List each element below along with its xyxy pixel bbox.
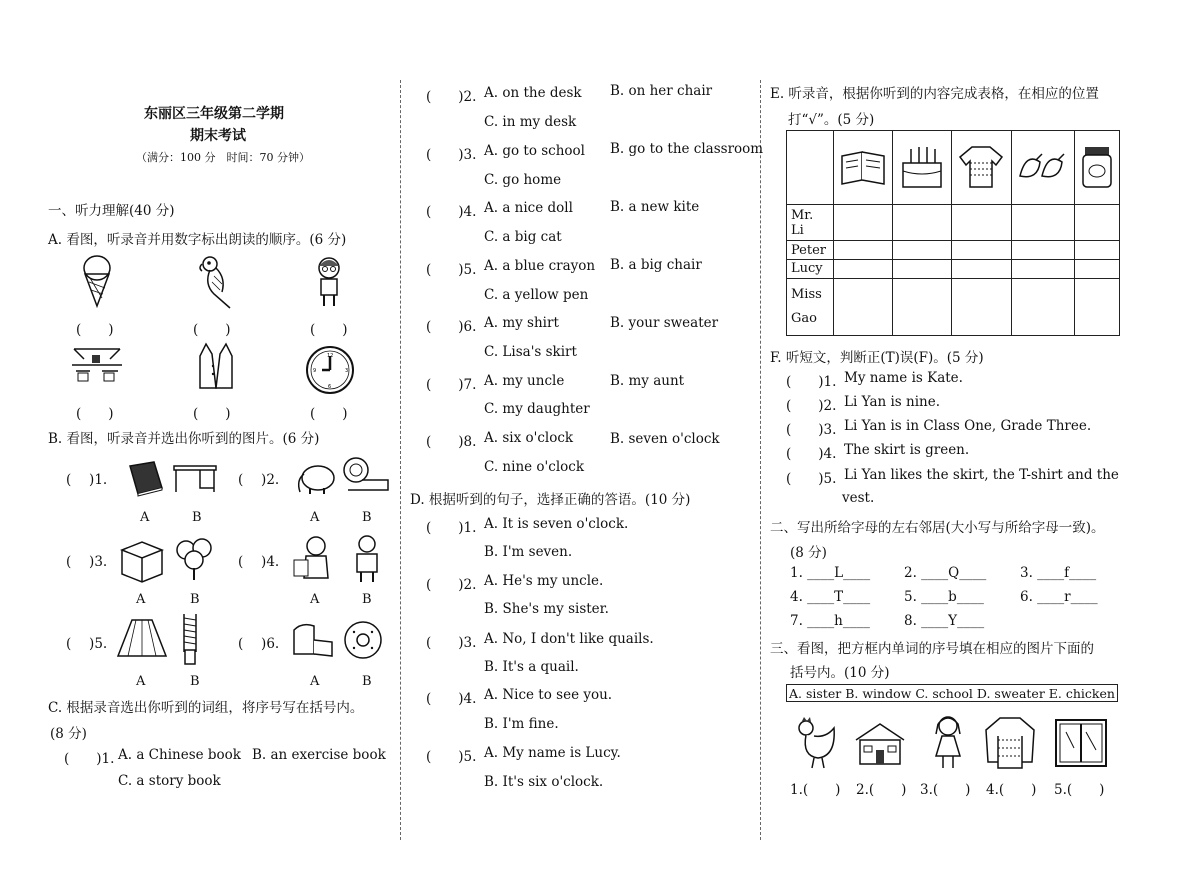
table-cell[interactable] [834, 259, 893, 278]
section-E-instruction-cont: 打“√”。(5 分) [788, 112, 875, 128]
ice-cream-icon [80, 254, 114, 308]
svg-text:6: 6 [328, 384, 332, 390]
option-a: A. a nice doll [484, 200, 573, 216]
letter-item[interactable]: 3. ____f____ [1020, 565, 1097, 581]
man-icon [352, 534, 382, 584]
answer-paren[interactable]: 5.( ) [1054, 782, 1105, 798]
column-divider-1 [400, 80, 401, 840]
statement-continued: vest. [842, 490, 875, 506]
question-label[interactable]: ( )6. [238, 636, 280, 652]
zipper-icon [176, 612, 204, 666]
parrot-icon [196, 254, 236, 310]
option-b: B. your sweater [610, 315, 719, 331]
table-cell[interactable] [1074, 259, 1119, 278]
mangoes-icon [1016, 146, 1070, 186]
section-C-instruction: C. 根据录音选出你听到的词组，将序号写在括号内。 [48, 700, 364, 716]
answer-paren[interactable]: ( ) [76, 322, 114, 338]
letter-item[interactable]: 5. ____b____ [904, 589, 984, 605]
option-b: B. It's six o'clock. [484, 774, 604, 790]
question-label[interactable]: ( )1. [66, 472, 108, 488]
answer-paren[interactable]: ( )2. [426, 577, 477, 593]
option-b: B. a big chair [610, 257, 702, 273]
option-a-label: A [140, 510, 150, 525]
table-cell[interactable] [1011, 241, 1074, 260]
question-label[interactable]: ( )4. [238, 554, 280, 570]
row-label-line-2: Gao [791, 310, 817, 326]
boy-icon [312, 254, 346, 310]
svg-text:12: 12 [327, 353, 334, 359]
table-cell[interactable] [952, 205, 1011, 241]
books-icon [838, 146, 888, 186]
table-cell[interactable] [893, 259, 952, 278]
option-b-label: B [362, 592, 372, 607]
question-label[interactable]: ( )3. [66, 554, 108, 570]
option-a-label: A [310, 510, 320, 525]
option-c: C. a story book [118, 773, 221, 789]
statement: Li Yan is in Class One, Grade Three. [844, 418, 1092, 434]
table-cell[interactable] [893, 241, 952, 260]
option-b-label: B [192, 510, 202, 525]
option-a-label: A [136, 674, 146, 689]
listening-table [786, 130, 1120, 336]
answer-paren[interactable]: ( )7. [426, 377, 477, 393]
option-a-label: A [310, 592, 320, 607]
option-a: A. a blue crayon [484, 258, 596, 274]
row-label: Lucy [787, 259, 834, 278]
statement: Li Yan likes the skirt, the T-shirt and the [844, 467, 1119, 483]
option-a: A. Nice to see you. [484, 687, 613, 703]
option-c: C. a big cat [484, 229, 562, 245]
section-F-instruction: F. 听短文，判断正(T)误(F)。(5 分) [770, 350, 984, 366]
table-header-cell [893, 131, 952, 205]
table-cell[interactable] [952, 278, 1011, 335]
answer-paren[interactable]: ( ) [310, 406, 348, 422]
option-a-label: A [136, 592, 146, 607]
table-cell[interactable] [1074, 241, 1119, 260]
svg-text:3: 3 [345, 368, 349, 374]
answer-paren[interactable]: 1.( ) [790, 782, 841, 798]
answer-paren[interactable]: ( )1. [426, 520, 477, 536]
option-a-label: A [310, 674, 320, 689]
option-c: C. nine o'clock [484, 459, 585, 475]
answer-paren[interactable]: 4.( ) [986, 782, 1037, 798]
section-3-heading-cont: 括号内。(10 分) [790, 665, 890, 681]
answer-paren[interactable]: ( ) [193, 406, 231, 422]
letter-item[interactable]: 8. ____Y____ [904, 613, 985, 629]
girl-icon [928, 714, 968, 770]
table-cell[interactable] [1074, 205, 1119, 241]
option-b-label: B [190, 592, 200, 607]
exam-subtitle: 期末考试 [190, 128, 246, 144]
table-cell[interactable] [952, 259, 1011, 278]
option-c: C. my daughter [484, 401, 590, 417]
option-a: A. No, I don't like quails. [484, 631, 654, 647]
table-cell[interactable] [1011, 259, 1074, 278]
row-label-line-1: Miss [791, 286, 822, 302]
answer-paren[interactable]: ( )2. [786, 398, 837, 414]
option-b: B. go to the classroom [610, 141, 764, 157]
answer-paren[interactable]: 2.( ) [856, 782, 907, 798]
option-b: B. my aunt [610, 373, 685, 389]
statement: Li Yan is nine. [844, 394, 940, 410]
rooster-icon [792, 716, 840, 770]
option-a: A. It is seven o'clock. [484, 516, 629, 532]
classroom-icon [70, 345, 124, 385]
answer-paren[interactable]: ( ) [193, 322, 231, 338]
answer-paren[interactable]: ( )2. [426, 89, 477, 105]
table-header-cell [1011, 131, 1074, 205]
table-cell[interactable] [1011, 278, 1074, 335]
table-cell[interactable] [1011, 205, 1074, 241]
answer-paren[interactable]: ( )3. [786, 422, 837, 438]
statement: My name is Kate. [844, 370, 963, 386]
row-label: Peter [787, 241, 834, 260]
answer-paren[interactable]: ( )4. [786, 446, 837, 462]
word-option: A. sister [789, 685, 842, 701]
option-a: A. my uncle [484, 373, 565, 389]
word-option: D. sweater [976, 685, 1045, 701]
section-C-points: (8 分) [50, 726, 87, 742]
option-b: B. a new kite [610, 199, 700, 215]
option-a: A. go to school [484, 143, 585, 159]
tree-icon [172, 536, 216, 582]
section-D-instruction: D. 根据听到的句子，选择正确的答语。(10 分) [410, 492, 691, 508]
option-c: C. Lisa's skirt [484, 344, 577, 360]
answer-paren[interactable]: ( )1. [786, 374, 837, 390]
desk-icon [172, 460, 218, 494]
table-corner-cell [787, 131, 834, 205]
school-icon [852, 720, 908, 766]
clock-icon [305, 343, 355, 395]
bread-icon [288, 620, 336, 660]
option-c: C. a yellow pen [484, 287, 589, 303]
table-header-cell [834, 131, 893, 205]
sweater-icon [982, 714, 1038, 770]
vest-icon [196, 342, 236, 390]
option-a: A. My name is Lucy. [484, 745, 621, 761]
table-header-cell [952, 131, 1011, 205]
column-divider-2 [760, 80, 761, 840]
cake-icon [897, 141, 947, 191]
row-label: Mr. Li [787, 205, 834, 241]
table-cell[interactable] [1074, 278, 1119, 335]
table-cell[interactable] [834, 205, 893, 241]
section-2-heading: 二、写出所给字母的左右邻居(大小写与所给字母一致)。 [770, 520, 1105, 536]
jar-icon [1079, 143, 1115, 189]
word-option: E. chicken [1048, 685, 1115, 701]
lion-icon [342, 456, 392, 496]
option-b: B. an exercise book [252, 747, 386, 763]
exam-title: 东丽区三年级第二学期 [144, 106, 284, 122]
table-cell[interactable] [834, 241, 893, 260]
option-b: B. She's my sister. [484, 601, 609, 617]
section-A-instruction: A. 看图，听录音并用数字标出朗读的顺序。(6 分) [48, 232, 347, 248]
table-cell[interactable] [893, 205, 952, 241]
question-label[interactable]: ( )2. [238, 472, 280, 488]
table-cell[interactable] [952, 241, 1011, 260]
section-1-heading: 一、听力理解(40 分) [48, 203, 175, 219]
option-b-label: B [362, 510, 372, 525]
table-cell[interactable] [834, 278, 893, 335]
letter-item[interactable]: 7. ____h____ [790, 613, 870, 629]
word-option: C. school [915, 685, 973, 701]
letter-item[interactable]: 1. ____L____ [790, 565, 871, 581]
question-label[interactable]: ( )5. [66, 636, 108, 652]
answer-paren[interactable]: ( )5. [786, 471, 837, 487]
option-b: B. I'm seven. [484, 544, 573, 560]
sweater-icon [956, 143, 1006, 189]
answer-paren[interactable]: ( )3. [426, 147, 477, 163]
option-a: A. He's my uncle. [484, 573, 604, 589]
answer-paren[interactable]: 3.( ) [920, 782, 971, 798]
exam-meta: （满分：100 分 时间：70 分钟） [136, 151, 310, 164]
word-box [786, 684, 1118, 702]
letter-item[interactable]: 2. ____Q____ [904, 565, 987, 581]
option-b-label: B [362, 674, 372, 689]
section-2-points: (8 分) [790, 545, 827, 561]
answer-paren[interactable]: ( )5. [426, 749, 477, 765]
box-icon [118, 536, 166, 584]
option-a: A. my shirt [484, 315, 559, 331]
answer-paren[interactable]: ( ) [76, 406, 114, 422]
section-B-instruction: B. 看图，听录音并选出你听到的图片。(6 分) [48, 431, 320, 447]
book-icon [126, 458, 166, 498]
option-b-label: B [190, 674, 200, 689]
section-3-heading: 三、看图，把方框内单词的序号填在相应的图片下面的 [770, 641, 1094, 657]
option-a: A. a Chinese book [118, 747, 241, 763]
option-b: B. seven o'clock [610, 431, 720, 447]
section-E-instruction: E. 听录音，根据你听到的内容完成表格，在相应的位置 [770, 86, 1099, 102]
letter-item[interactable]: 6. ____r____ [1020, 589, 1098, 605]
donut-icon [342, 620, 384, 660]
answer-paren[interactable]: ( )6. [426, 319, 477, 335]
option-b: B. It's a quail. [484, 659, 579, 675]
word-option: B. window [845, 685, 912, 701]
option-b: B. on her chair [610, 83, 713, 99]
answer-paren[interactable]: ( )1. [64, 751, 115, 767]
window-icon [1054, 718, 1108, 768]
answer-paren[interactable]: ( ) [310, 322, 348, 338]
option-a: A. six o'clock [484, 430, 574, 446]
elephant-icon [294, 460, 338, 496]
answer-paren[interactable]: ( )4. [426, 204, 477, 220]
answer-paren[interactable]: ( )8. [426, 434, 477, 450]
option-b: B. I'm fine. [484, 716, 559, 732]
grandpa-icon [292, 534, 338, 584]
letter-item[interactable]: 4. ____T____ [790, 589, 871, 605]
svg-text:9: 9 [313, 368, 317, 374]
table-header-cell [1074, 131, 1119, 205]
answer-paren[interactable]: ( )5. [426, 262, 477, 278]
answer-paren[interactable]: ( )4. [426, 691, 477, 707]
answer-paren[interactable]: ( )3. [426, 635, 477, 651]
table-cell[interactable] [893, 278, 952, 335]
option-a: A. on the desk [484, 85, 582, 101]
statement: The skirt is green. [844, 442, 970, 458]
row-label [787, 278, 834, 335]
skirt-icon [116, 616, 168, 662]
option-c: C. go home [484, 172, 562, 188]
option-c: C. in my desk [484, 114, 577, 130]
